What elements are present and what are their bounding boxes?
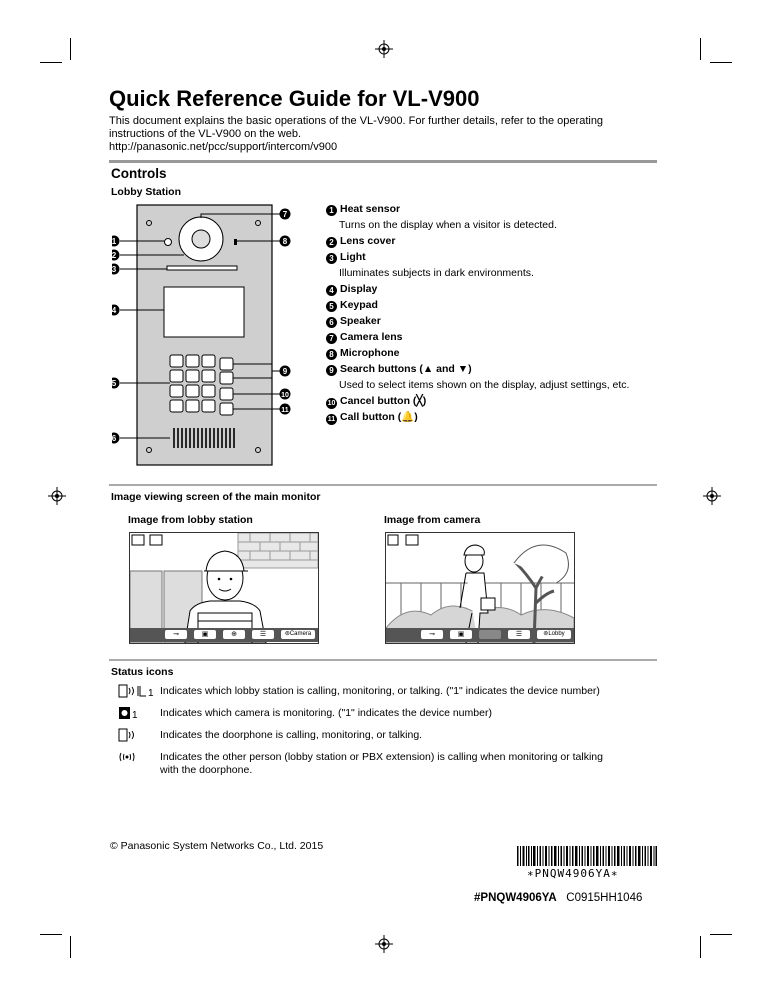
control-item	[326, 393, 666, 409]
print-code: C0915HH1046	[566, 892, 643, 904]
control-item	[326, 249, 666, 265]
item-description: Illuminates subjects in dark environments.	[339, 267, 534, 279]
barcode-text: ∗PNQW4906YA∗	[527, 867, 619, 880]
switch-camera-label: Camera	[289, 631, 312, 637]
registration-mark-icon	[703, 487, 721, 505]
light-strip	[167, 266, 237, 270]
item-label: Keypad	[340, 299, 378, 311]
control-item	[326, 297, 666, 313]
unlock-key-button[interactable]: ⊸	[165, 630, 187, 639]
item-number: 6	[326, 317, 337, 328]
lobby-station-diagram	[112, 200, 312, 470]
item-description: Turns on the display when a visitor is detected.	[339, 219, 557, 231]
item-number: 7	[326, 333, 337, 344]
lobby-station-heading: Lobby Station	[111, 186, 181, 198]
lobby-image-caption: Image from lobby station	[128, 514, 253, 526]
crop-mark	[40, 62, 62, 63]
part-number	[474, 892, 642, 904]
menu-button[interactable]: ☰	[252, 630, 274, 639]
record-button[interactable]: ▣	[194, 630, 216, 639]
svg-text:3: 3	[112, 265, 117, 274]
crop-mark	[710, 62, 732, 63]
section-divider	[109, 659, 657, 661]
control-item	[326, 345, 666, 361]
lobby-visitor-scene	[130, 533, 318, 643]
intro-text	[109, 115, 649, 154]
svg-text:9: 9	[282, 367, 288, 376]
svg-text:2: 2	[112, 251, 117, 260]
other-person-icon	[118, 750, 158, 764]
menu-button[interactable]: ☰	[508, 630, 530, 639]
status-description	[160, 751, 670, 777]
registration-mark-icon	[375, 935, 393, 953]
item-number: 10	[327, 400, 336, 407]
item-label: Cancel button (╳)	[340, 395, 427, 407]
svg-text:1: 1	[132, 710, 138, 720]
doorphone-icon	[118, 728, 158, 742]
item-label: Light	[340, 251, 366, 263]
camera-lens-icon	[192, 230, 210, 248]
item-number: 11	[327, 416, 336, 423]
control-item	[326, 313, 666, 329]
item-number: 3	[326, 253, 337, 264]
svg-text:5: 5	[112, 379, 117, 388]
crop-mark	[70, 936, 71, 958]
switch-lobby-button[interactable]	[537, 630, 571, 639]
switch-lobby-label: Lobby	[548, 631, 565, 637]
item-description: Used to select items shown on the display, adjust settings, etc.	[339, 379, 630, 391]
status-description: Indicates the doorphone is calling, monitoring, or talking.	[160, 729, 423, 741]
item-number: 8	[326, 349, 337, 360]
item-number: 1	[326, 205, 337, 216]
lobby-screen-toolbar	[130, 628, 318, 642]
status-description: Indicates which camera is monitoring. ("1" indicates the device number)	[160, 707, 492, 719]
support-url[interactable]: http://panasonic.net/pcc/support/intercom/v900	[109, 141, 338, 153]
item-number: 2	[326, 237, 337, 248]
svg-text:6: 6	[112, 434, 117, 443]
control-item	[326, 409, 666, 425]
crop-mark	[70, 38, 71, 60]
copyright: © Panasonic System Networks Co., Ltd. 2015	[110, 840, 324, 852]
svg-text:1: 1	[148, 688, 154, 698]
switch-icon: ⊚	[284, 631, 290, 637]
heat-sensor-icon	[165, 239, 172, 246]
crop-mark	[700, 936, 701, 958]
crop-mark	[40, 934, 62, 935]
crop-mark	[710, 934, 732, 935]
item-number: 9	[326, 365, 337, 376]
svg-text:1: 1	[112, 237, 117, 246]
control-item	[326, 281, 666, 297]
barcode	[517, 846, 657, 866]
status-description-line: with the doorphone.	[160, 764, 253, 776]
item-label: Speaker	[340, 315, 381, 327]
camera-street-scene	[386, 533, 574, 643]
crop-mark	[700, 38, 701, 60]
status-description-line: Indicates the other person (lobby station or PBX extension) is calling when monitoring or talking	[160, 751, 603, 763]
record-button[interactable]: ▣	[450, 630, 472, 639]
camera-image-screen	[385, 532, 575, 644]
lobby-image-screen	[129, 532, 319, 644]
intro-line: This document explains the basic operations of the VL-V900. For further details, refer to the operating	[109, 115, 604, 127]
zoom-button[interactable]: ⊕	[223, 630, 245, 639]
lobby-station-icon	[118, 684, 158, 698]
part-number-code: #PNQW4906YA	[474, 892, 557, 904]
svg-text:4: 4	[112, 306, 117, 315]
switch-icon: ⊚	[543, 631, 549, 637]
switch-camera-button[interactable]	[281, 630, 315, 639]
viewing-heading: Image viewing screen of the main monitor	[111, 491, 321, 503]
zoom-button-disabled[interactable]	[479, 630, 501, 639]
control-item	[326, 201, 666, 217]
section-divider	[109, 484, 657, 486]
item-number: 5	[326, 301, 337, 312]
camera-icon	[118, 706, 158, 720]
camera-screen-toolbar	[386, 628, 574, 642]
item-label: Lens cover	[340, 235, 396, 247]
control-item	[326, 361, 666, 377]
camera-image-caption: Image from camera	[384, 514, 481, 526]
svg-text:8: 8	[282, 237, 288, 246]
status-icons-heading: Status icons	[111, 666, 174, 678]
unlock-key-button[interactable]: ⊸	[421, 630, 443, 639]
intro-line: instructions of the VL-V900 on the web.	[109, 128, 302, 140]
item-label: Search buttons (▲ and ▼)	[340, 363, 472, 375]
section-divider	[109, 160, 657, 163]
item-label: Call button (🔔)	[340, 411, 418, 423]
registration-mark-icon	[375, 40, 393, 58]
svg-text:7: 7	[282, 210, 288, 219]
item-number: 4	[326, 285, 337, 296]
microphone-icon	[234, 239, 237, 245]
svg-text:10: 10	[281, 392, 289, 399]
item-label: Heat sensor	[340, 203, 401, 215]
item-label: Camera lens	[340, 331, 403, 343]
control-item	[326, 233, 666, 249]
controls-list	[326, 201, 666, 425]
item-label: Display	[340, 283, 378, 295]
page-title: Quick Reference Guide for VL-V900	[109, 86, 480, 111]
control-item	[326, 329, 666, 345]
registration-mark-icon	[48, 487, 66, 505]
status-description: Indicates which lobby station is calling, monitoring, or talking. ("1" indicates the device number)	[160, 685, 600, 697]
svg-text:11: 11	[281, 407, 289, 414]
controls-heading: Controls	[111, 166, 167, 181]
display-screen	[164, 287, 244, 337]
item-label: Microphone	[340, 347, 400, 359]
